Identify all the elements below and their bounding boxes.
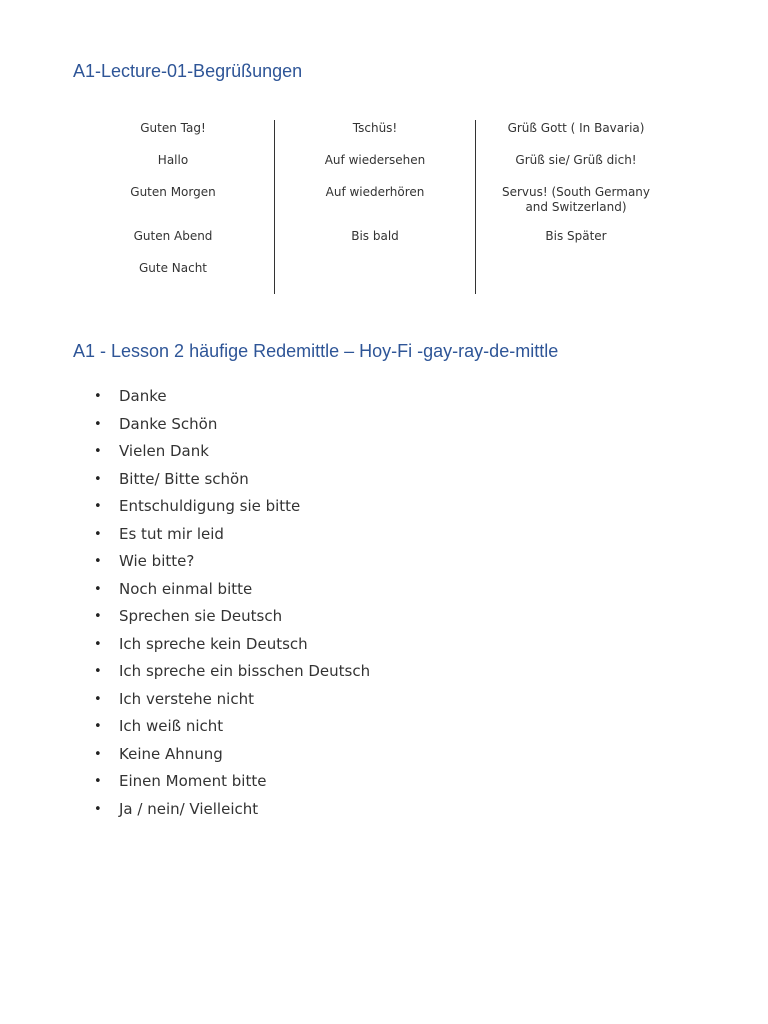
bullet-icon: •: [94, 719, 102, 734]
list-item: [73, 631, 370, 659]
list-item: [73, 411, 370, 439]
bullet-icon: •: [94, 636, 102, 652]
bullet-icon: •: [94, 746, 102, 762]
phrase-text: Sprechen sie Deutsch: [119, 607, 283, 625]
bullet-icon: •: [94, 581, 102, 597]
list-item: [73, 383, 370, 411]
greetings-column-goodbye: [274, 120, 475, 294]
bullet-icon: •: [94, 416, 102, 432]
phrase-text: Vielen Dank: [119, 442, 209, 460]
phrase-text: Ich spreche kein Deutsch: [119, 634, 308, 653]
bullet-icon: •: [94, 609, 102, 624]
phrase-text: Noch einmal bitte: [119, 579, 253, 598]
bullet-icon: •: [94, 389, 102, 404]
list-item: [73, 686, 370, 714]
lecture-title: A1-Lecture-01-Begrüßungen: [73, 61, 303, 81]
bullet-icon: •: [94, 499, 102, 514]
bullet-icon: •: [94, 554, 102, 569]
phrase-list: [73, 383, 370, 823]
greeting-cell: Servus! (South Germany and Switzerland): [501, 185, 651, 214]
phrase-text: Ich verstehe nicht: [119, 689, 254, 708]
greeting-cell: Auf wiederhören: [325, 185, 425, 199]
greetings-column-hello: [73, 120, 273, 294]
phrase-text: Ja / nein/ Vielleicht: [119, 799, 259, 818]
greeting-cell: Guten Morgen: [130, 185, 216, 199]
list-item: [73, 521, 370, 549]
list-item: [73, 713, 370, 741]
bullet-icon: •: [94, 526, 102, 542]
list-item: [73, 438, 370, 466]
list-item: [73, 741, 370, 769]
list-item: [73, 466, 370, 494]
bullet-icon: •: [94, 471, 102, 487]
list-item: [73, 658, 370, 686]
bullet-icon: •: [94, 664, 102, 679]
greeting-cell: Hallo: [157, 153, 189, 167]
phrase-text: Wie bitte?: [119, 552, 195, 570]
list-item: [73, 796, 370, 824]
bullet-icon: •: [94, 444, 102, 459]
greeting-cell: Grüß sie/ Grüß dich!: [515, 153, 637, 167]
greeting-cell: Tschüs!: [352, 121, 398, 135]
greeting-cell: Grüß Gott ( In Bavaria): [507, 121, 645, 135]
phrase-text: Keine Ahnung: [119, 744, 223, 763]
phrase-text: Entschuldigung sie bitte: [119, 497, 301, 515]
greeting-cell: Gute Nacht: [138, 261, 208, 275]
phrase-text: Danke Schön: [119, 414, 218, 433]
greeting-cell: Auf wiedersehen: [324, 153, 426, 167]
greeting-cell: Guten Tag!: [140, 121, 206, 135]
phrase-text: Es tut mir leid: [119, 524, 224, 543]
list-item: [73, 493, 370, 521]
list-item: [73, 603, 370, 631]
greeting-cell: Guten Abend: [133, 229, 213, 243]
list-item: [73, 768, 370, 796]
phrase-text: Einen Moment bitte: [119, 772, 267, 790]
greetings-column-regional: [475, 120, 676, 294]
lesson-title: A1 - Lesson 2 häufige Redemittle – Hoy-Fi -gay-ray-de-mittle: [73, 341, 559, 361]
bullet-icon: •: [94, 801, 102, 817]
list-item: [73, 548, 370, 576]
bullet-icon: •: [94, 774, 102, 789]
bullet-icon: •: [94, 691, 102, 707]
phrase-text: Ich spreche ein bisschen Deutsch: [119, 662, 371, 680]
greetings-table: [73, 120, 676, 294]
list-item: [73, 576, 370, 604]
greeting-cell: Bis bald: [351, 229, 399, 243]
phrase-text: Ich weiß nicht: [119, 717, 224, 735]
phrase-text: Danke: [119, 387, 167, 405]
phrase-text: Bitte/ Bitte schön: [119, 469, 249, 488]
greeting-cell: Bis Später: [545, 229, 607, 243]
